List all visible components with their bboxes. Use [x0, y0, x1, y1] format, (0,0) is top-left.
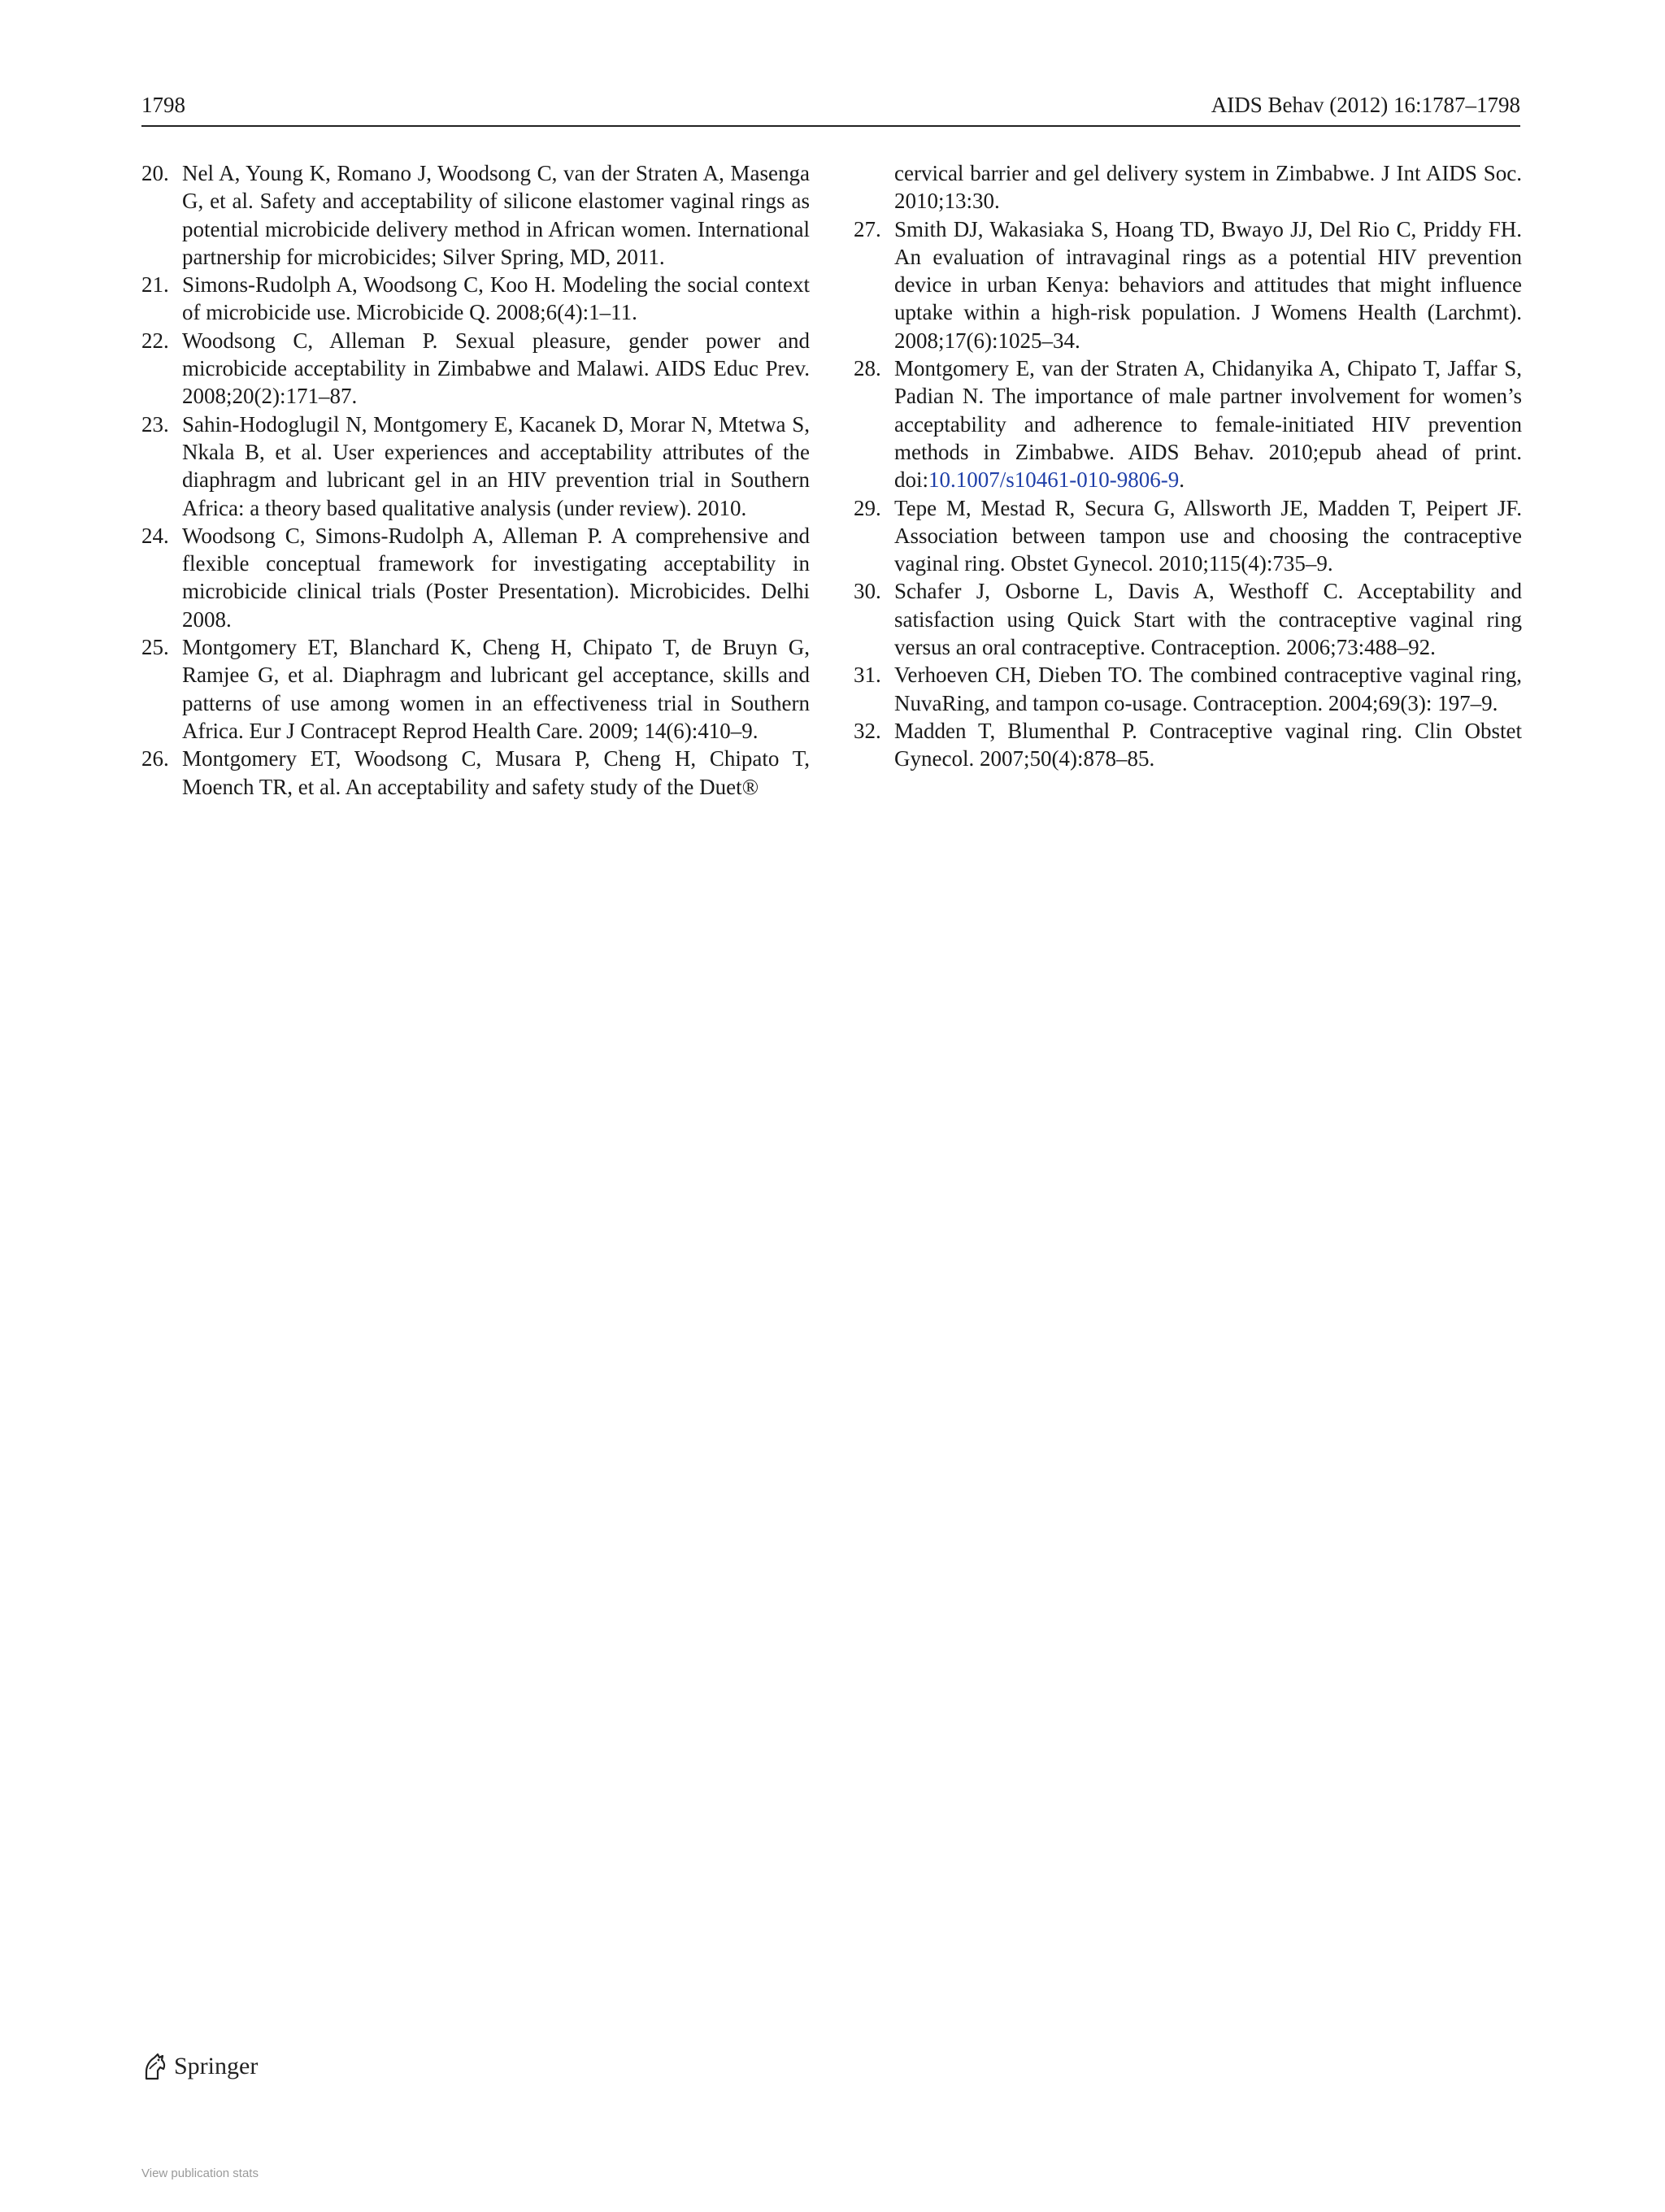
reference-text: Montgomery E, van der Straten A, Chidanyika A, Chipato T, Jaffar S, Padian N. The importance of male partner involvement for women’s acceptability and adherence to female-initiated HIV prevention methods in Zimbabwe. AIDS Behav. 2010;epub ahead of print. doi: — [894, 356, 1522, 493]
reference-text: Montgomery ET, Woodsong C, Musara P, Cheng H, Chipato T, Moench TR, et al. An acceptability and safety study of the Duet® — [182, 746, 810, 799]
view-publication-stats-link[interactable]: View publication stats — [141, 2166, 259, 2180]
doi-link[interactable]: 10.1007/s10461-010-9806-9 — [928, 467, 1180, 493]
reference-item — [141, 327, 810, 411]
reference-item — [141, 159, 810, 271]
reference-text: Schafer J, Osborne L, Davis A, Westhoff C. Acceptability and satisfaction using Quick Start with the contraceptive vaginal ring versus an oral contraceptive. Contraception. 2006;73:488–92. — [894, 579, 1522, 660]
reference-number: 22. — [141, 328, 169, 353]
springer-horse-icon — [141, 2051, 169, 2082]
reference-number: 32. — [854, 718, 881, 743]
reference-item — [141, 745, 810, 801]
reference-text: cervical barrier and gel delivery system in Zimbabwe. J Int AIDS Soc. 2010;13:30. — [894, 161, 1522, 214]
reference-text: Simons-Rudolph A, Woodsong C, Koo H. Modeling the social context of microbicide use. Microbicide Q. 2008;6(4):1–11. — [182, 272, 810, 325]
reference-number: 26. — [141, 746, 169, 771]
running-header — [141, 88, 1520, 127]
reference-item — [854, 354, 1522, 493]
reference-text: Madden T, Blumenthal P. Contraceptive vaginal ring. Clin Obstet Gynecol. 2007;50(4):878–85. — [894, 718, 1522, 771]
reference-continuation — [854, 159, 1522, 215]
reference-item — [141, 271, 810, 327]
reference-number: 21. — [141, 272, 169, 298]
reference-item — [854, 717, 1522, 773]
reference-number: 24. — [141, 523, 169, 548]
reference-item — [854, 494, 1522, 578]
reference-number: 31. — [854, 663, 881, 688]
reference-number: 25. — [141, 635, 169, 660]
references-left-column — [141, 159, 810, 801]
reference-number: 28. — [854, 356, 881, 381]
reference-text: Woodsong C, Simons-Rudolph A, Alleman P. A comprehensive and flexible conceptual framework for investigating acceptability in microbicide clinical trials (Poster Presentation). Microbicides. Delhi 2008. — [182, 523, 810, 632]
publisher-name: Springer — [174, 2053, 259, 2079]
references-right-column — [854, 159, 1522, 773]
reference-item — [854, 215, 1522, 354]
reference-text: Nel A, Young K, Romano J, Woodsong C, van der Straten A, Masenga G, et al. Safety and acceptability of silicone elastomer vaginal rings as potential microbicide delivery method in African women. International partnership for microbicides; Silver Spring, MD, 2011. — [182, 161, 810, 269]
publisher-logo — [141, 2050, 258, 2083]
reference-item — [854, 577, 1522, 661]
reference-item — [854, 661, 1522, 717]
reference-text: Montgomery ET, Blanchard K, Cheng H, Chipato T, de Bruyn G, Ramjee G, et al. Diaphragm and lubricant gel acceptance, skills and patterns of use among women in an effectiveness trial in Southern Africa. Eur J Contracept Reprod Health Care. 2009; 14(6):410–9. — [182, 635, 810, 743]
reference-text: Woodsong C, Alleman P. Sexual pleasure, gender power and microbicide acceptability in Zimbabwe and Malawi. AIDS Educ Prev. 2008;20(2):171–87. — [182, 328, 810, 409]
reference-text: Tepe M, Mestad R, Secura G, Allsworth JE, Madden T, Peipert JF. Association between tampon use and choosing the contraceptive vaginal ring. Obstet Gynecol. 2010;115(4):735–9. — [894, 495, 1522, 576]
reference-item — [141, 633, 810, 745]
journal-citation: AIDS Behav (2012) 16:1787–1798 — [1211, 93, 1520, 117]
reference-number: 27. — [854, 216, 881, 241]
reference-number: 29. — [854, 495, 881, 520]
reference-number: 20. — [141, 161, 169, 185]
reference-item — [141, 411, 810, 522]
reference-tail: . — [1179, 467, 1185, 493]
reference-text: Sahin-Hodoglugil N, Montgomery E, Kacanek D, Morar N, Mtetwa S, Nkala B, et al. User experiences and acceptability attributes of the diaphragm and lubricant gel in an HIV prevention trial in Southern Africa: a theory based qualitative analysis (under review). 2010. — [182, 411, 810, 520]
reference-text: Verhoeven CH, Dieben TO. The combined contraceptive vaginal ring, NuvaRing, and tampon co-usage. Contraception. 2004;69(3): 197–9. — [894, 663, 1522, 715]
page-number: 1798 — [141, 93, 185, 117]
reference-text: Smith DJ, Wakasiaka S, Hoang TD, Bwayo JJ, Del Rio C, Priddy FH. An evaluation of intravaginal rings as a potential HIV prevention device in urban Kenya: behaviors and attitudes that might influence uptake within a high-risk population. J Womens Health (Larchmt). 2008;17(6):1025–34. — [894, 216, 1522, 353]
reference-item — [141, 522, 810, 633]
reference-number: 23. — [141, 411, 169, 437]
reference-number: 30. — [854, 579, 881, 604]
